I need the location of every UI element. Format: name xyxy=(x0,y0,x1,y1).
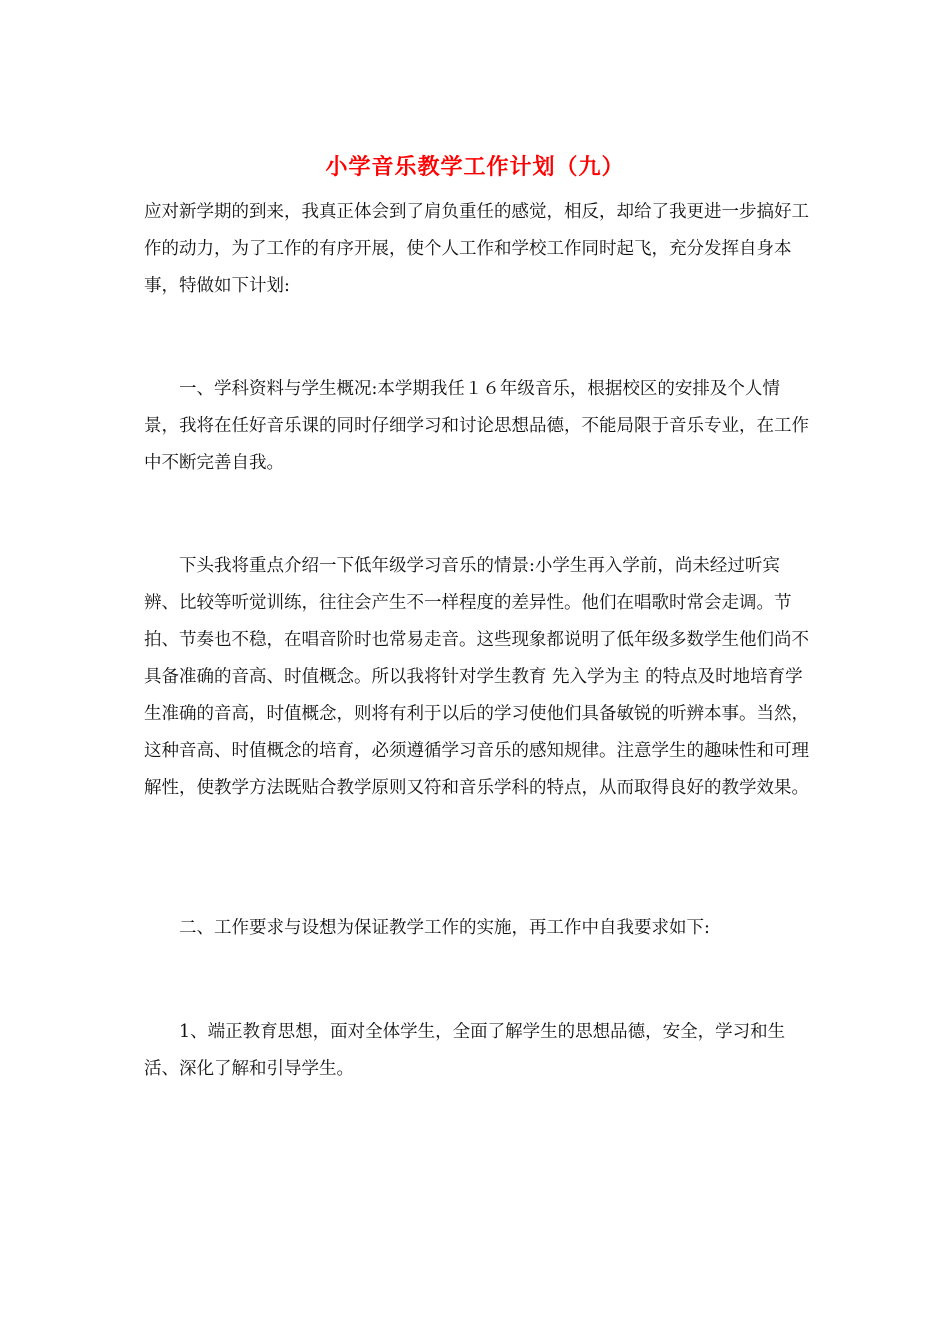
paragraph-intro: 应对新学期的到来，我真正体会到了肩负重任的感觉，相反，却给了我更进一步搞好工作的动力，为了工作的有序开展，使个人工作和学校工作同时起飞，充分发挥自身本事，特做如下计划: xyxy=(144,202,809,296)
paragraph-lower-grade-situation: 下头我将重点介绍一下低年级学习音乐的情景:小学生再入学前，尚未经过听宾辨、比较等听觉训练，往往会产生不一样程度的差异性。他们在唱歌时常会走调。节拍、节奏也不稳，在唱音阶时也常易走音。这些现象都说明了低年级多数学生他们尚不具备准确的音高、时值概念。所以我将针对学生教育 先入学为主 的特点及时地培育学生准确的音高，时值概念，则将有利于以后的学习使他们具备敏锐的听辨本事。当然，这种音高、时值概念的培育，必须遵循学习音乐的感知规律。注意学生的趣味性和可理解性，使教学方法既贴合教学原则又符和音乐学科的特点，从而取得良好的教学效果。 xyxy=(144,556,809,798)
paragraph-item-one: 1、端正教育思想，面对全体学生，全面了解学生的思想品德，安全，学习和生活、深化了解和引导学生。 xyxy=(144,1022,786,1079)
paragraph-section-two: 二、工作要求与设想为保证教学工作的实施，再工作中自我要求如下: xyxy=(179,918,710,938)
paragraph-section-one: 一、学科资料与学生概况:本学期我任１６年级音乐，根据校区的安排及个人情景，我将在任好音乐课的同时仔细学习和讨论思想品德，不能局限于音乐专业，在工作中不断完善自我。 xyxy=(144,379,809,473)
document-title: 小学音乐教学工作计划（九） xyxy=(325,154,625,180)
